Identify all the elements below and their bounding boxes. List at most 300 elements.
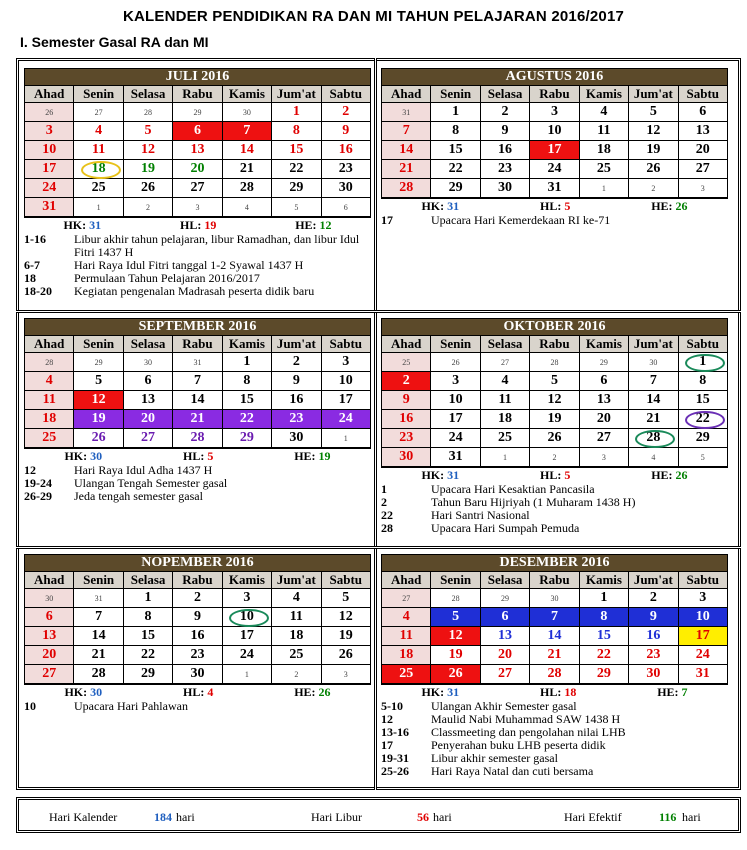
day-number: 7	[402, 123, 410, 138]
hl-stat	[180, 218, 216, 232]
he-value: 12	[319, 218, 332, 232]
note-date: 19-24	[24, 476, 52, 490]
day-number: 30	[338, 180, 353, 195]
he-value: 19	[318, 449, 331, 463]
note-date: 1-16	[24, 232, 46, 246]
day-number: 21	[239, 161, 254, 176]
day-number: 27	[141, 430, 156, 445]
note-date: 6-7	[24, 258, 40, 272]
day-number: 8	[144, 609, 152, 624]
day-number: 27	[498, 666, 513, 681]
day-number: 27	[501, 357, 510, 367]
day-cell	[678, 448, 727, 467]
day-number: 10	[338, 373, 353, 388]
note-item	[24, 285, 371, 298]
note-text: Upacara Hari Pahlawan	[74, 699, 188, 713]
day-cell	[382, 410, 431, 429]
week-row	[382, 391, 728, 410]
hk-stat	[63, 218, 101, 232]
day-number: 17	[338, 392, 353, 407]
day-number: 11	[289, 609, 303, 624]
day-header: Kamis	[579, 336, 628, 353]
efektif-unit: hari	[682, 810, 701, 824]
note-text: Hari Raya Natal dan cuti bersama	[431, 764, 594, 778]
day-number: 2	[342, 104, 350, 119]
day-cell	[530, 448, 579, 467]
day-header: Senin	[431, 572, 480, 589]
he-stat	[651, 468, 687, 482]
libur-value: 56	[417, 810, 429, 824]
day-header: Jum'at	[272, 572, 321, 589]
day-cell	[382, 429, 431, 448]
day-header: Selasa	[123, 572, 172, 589]
month-table	[381, 318, 728, 467]
day-cell	[173, 372, 222, 391]
hk-value: 31	[447, 468, 460, 482]
day-header: Senin	[74, 336, 123, 353]
month-name: NOPEMBER 2016	[25, 555, 371, 572]
day-number: 21	[399, 161, 414, 176]
day-number: 24	[239, 647, 254, 662]
day-number: 6	[501, 609, 509, 624]
day-cell	[431, 589, 480, 608]
day-number: 4	[600, 104, 608, 119]
week-row	[382, 627, 728, 646]
day-number: 13	[498, 628, 513, 643]
day-number: 23	[338, 161, 353, 176]
day-number: 3	[243, 590, 251, 605]
day-cell	[629, 103, 678, 122]
day-cell	[629, 391, 678, 410]
day-cell	[382, 179, 431, 198]
day-number: 17	[239, 628, 254, 643]
day-cell	[431, 391, 480, 410]
efektif-value: 116	[659, 810, 677, 824]
day-header: Jum'at	[272, 336, 321, 353]
day-cell	[678, 665, 727, 684]
day-number: 28	[451, 593, 460, 603]
month-stats	[24, 217, 371, 232]
day-cell	[25, 103, 74, 122]
month-stats	[381, 467, 728, 482]
day-number: 5	[144, 123, 152, 138]
day-number: 8	[292, 123, 300, 138]
day-number: 18	[91, 161, 106, 176]
day-cell	[123, 589, 172, 608]
day-cell	[222, 410, 271, 429]
note-date: 25-26	[381, 764, 409, 778]
day-cell	[629, 353, 678, 372]
day-cell	[579, 429, 628, 448]
week-row	[382, 160, 728, 179]
hk-value: 30	[90, 685, 103, 699]
day-cell	[25, 391, 74, 410]
day-cell	[173, 646, 222, 665]
day-number: 19	[448, 647, 463, 662]
week-row	[382, 122, 728, 141]
day-cell	[25, 429, 74, 448]
he-label: HE:	[657, 685, 679, 699]
week-row	[382, 589, 728, 608]
note-date: 12	[381, 712, 393, 726]
day-cell	[321, 627, 370, 646]
section-title: I. Semester Gasal RA dan MI	[20, 34, 209, 50]
hk-label: HK:	[421, 468, 445, 482]
day-number: 1	[96, 202, 101, 212]
note-text: Maulid Nabi Muhammad SAW 1438 H	[431, 712, 621, 726]
week-row	[382, 429, 728, 448]
day-number: 5	[342, 590, 350, 605]
he-label: HE:	[295, 218, 317, 232]
day-number: 29	[141, 666, 156, 681]
hl-value: 5	[564, 199, 571, 213]
he-value: 26	[318, 685, 331, 699]
day-number: 28	[239, 180, 254, 195]
day-number: 10	[448, 392, 463, 407]
day-cell	[480, 353, 529, 372]
day-number: 28	[399, 180, 414, 195]
day-number: 27	[695, 161, 710, 176]
day-cell	[431, 353, 480, 372]
day-cell	[173, 429, 222, 448]
he-value: 7	[681, 685, 688, 699]
week-row	[382, 608, 728, 627]
day-number: 22	[695, 411, 710, 426]
day-number: 28	[547, 666, 562, 681]
day-cell	[579, 665, 628, 684]
note-date: 26-29	[24, 489, 52, 503]
day-number: 2	[402, 373, 410, 388]
day-cell	[173, 198, 222, 217]
day-number: 23	[190, 647, 205, 662]
summary-footer	[16, 797, 741, 833]
day-number: 1	[292, 104, 300, 119]
day-header: Ahad	[382, 336, 431, 353]
day-number: 26	[646, 161, 661, 176]
day-number: 3	[601, 452, 606, 462]
day-number: 24	[338, 411, 353, 426]
day-number: 1	[699, 354, 707, 369]
day-number: 23	[289, 411, 304, 426]
week-row	[25, 198, 371, 217]
day-cell	[272, 429, 321, 448]
day-number: 15	[289, 142, 304, 157]
day-header: Rabu	[173, 336, 222, 353]
day-cell	[123, 103, 172, 122]
day-number: 20	[695, 142, 710, 157]
day-number: 28	[190, 430, 205, 445]
day-number: 4	[45, 373, 53, 388]
day-number: 11	[42, 392, 56, 407]
day-cell	[173, 410, 222, 429]
he-value: 26	[675, 468, 688, 482]
day-cell	[25, 372, 74, 391]
day-cell	[530, 410, 579, 429]
day-number: 29	[599, 357, 608, 367]
day-number: 7	[95, 609, 103, 624]
day-cell	[678, 589, 727, 608]
day-number: 12	[91, 392, 106, 407]
day-cell	[321, 372, 370, 391]
day-header: Ahad	[382, 86, 431, 103]
month-stats	[381, 684, 728, 699]
day-cell	[272, 141, 321, 160]
month-notes	[24, 700, 371, 713]
day-number: 22	[448, 161, 463, 176]
day-cell	[579, 627, 628, 646]
day-number: 27	[596, 430, 611, 445]
hk-stat	[421, 199, 459, 213]
week-row	[382, 665, 728, 684]
day-number: 9	[501, 123, 509, 138]
day-cell	[222, 122, 271, 141]
day-cell	[74, 646, 123, 665]
day-cell	[222, 589, 271, 608]
day-cell	[382, 608, 431, 627]
day-number: 26	[91, 430, 106, 445]
day-cell	[579, 410, 628, 429]
day-cell	[382, 665, 431, 684]
he-stat	[651, 199, 687, 213]
libur-label: Hari Libur	[311, 810, 362, 824]
note-text: Upacara Hari Kemerdekaan RI ke-71	[431, 213, 611, 227]
day-number: 30	[399, 449, 414, 464]
day-number: 22	[141, 647, 156, 662]
day-cell	[579, 448, 628, 467]
day-number: 25	[498, 430, 513, 445]
day-header: Senin	[431, 86, 480, 103]
day-cell	[25, 410, 74, 429]
day-number: 6	[45, 609, 53, 624]
day-number: 8	[600, 609, 608, 624]
day-number: 14	[399, 142, 414, 157]
hk-label: HK:	[421, 685, 445, 699]
day-number: 23	[399, 430, 414, 445]
note-item	[381, 522, 728, 535]
kalender-value: 184	[154, 810, 172, 824]
day-cell	[123, 646, 172, 665]
week-row	[25, 353, 371, 372]
day-cell	[272, 179, 321, 198]
day-cell	[629, 372, 678, 391]
hk-label: HK:	[64, 685, 88, 699]
day-cell	[321, 410, 370, 429]
month-block-september	[24, 318, 371, 503]
day-number: 7	[193, 373, 201, 388]
day-number: 6	[193, 123, 201, 138]
note-text: Permulaan Tahun Pelajaran 2016/2017	[74, 271, 260, 285]
day-cell	[629, 179, 678, 198]
day-number: 14	[646, 392, 661, 407]
day-cell	[321, 179, 370, 198]
day-number: 4	[651, 452, 656, 462]
day-number: 4	[501, 373, 509, 388]
day-number: 1	[452, 104, 460, 119]
day-number: 19	[646, 142, 661, 157]
day-number: 29	[193, 107, 202, 117]
day-cell	[382, 353, 431, 372]
day-header: Senin	[431, 336, 480, 353]
day-cell	[321, 198, 370, 217]
day-number: 29	[596, 666, 611, 681]
day-cell	[530, 103, 579, 122]
day-cell	[123, 141, 172, 160]
day-cell	[629, 627, 678, 646]
day-header: Sabtu	[321, 86, 370, 103]
day-cell	[272, 198, 321, 217]
day-cell	[678, 627, 727, 646]
note-date: 19-31	[381, 751, 409, 765]
month-name: AGUSTUS 2016	[382, 69, 728, 86]
week-row	[25, 646, 371, 665]
day-number: 11	[597, 123, 611, 138]
day-number: 13	[695, 123, 710, 138]
day-number: 28	[646, 430, 661, 445]
day-number: 25	[399, 666, 414, 681]
day-number: 4	[244, 202, 249, 212]
hl-stat	[183, 685, 213, 699]
week-row	[25, 608, 371, 627]
day-cell	[74, 122, 123, 141]
day-number: 18	[399, 647, 414, 662]
day-cell	[629, 122, 678, 141]
day-number: 21	[190, 411, 205, 426]
hk-stat	[64, 685, 102, 699]
day-number: 19	[91, 411, 106, 426]
day-cell	[222, 429, 271, 448]
week-row	[382, 372, 728, 391]
hl-stat	[540, 199, 570, 213]
day-number: 4	[95, 123, 103, 138]
day-cell	[173, 665, 222, 684]
month-table	[381, 554, 728, 684]
day-number: 29	[448, 180, 463, 195]
day-cell	[431, 372, 480, 391]
note-date: 18	[24, 271, 36, 285]
day-number: 15	[448, 142, 463, 157]
day-cell	[579, 160, 628, 179]
day-header: Ahad	[382, 572, 431, 589]
day-cell	[530, 608, 579, 627]
day-cell	[530, 141, 579, 160]
month-notes	[381, 214, 728, 227]
day-cell	[382, 160, 431, 179]
day-number: 10	[239, 609, 254, 624]
day-cell	[272, 646, 321, 665]
day-number: 10	[547, 123, 562, 138]
day-cell	[222, 353, 271, 372]
day-number: 20	[190, 161, 205, 176]
day-header: Kamis	[579, 86, 628, 103]
day-number: 6	[699, 104, 707, 119]
note-text: Ulangan Akhir Semester gasal	[431, 699, 577, 713]
day-number: 2	[294, 669, 299, 679]
note-date: 10	[24, 699, 36, 713]
day-number: 2	[651, 183, 656, 193]
week-row	[25, 103, 371, 122]
day-cell	[25, 179, 74, 198]
day-cell	[272, 122, 321, 141]
day-number: 25	[596, 161, 611, 176]
month-stats	[24, 448, 371, 463]
day-number: 5	[95, 373, 103, 388]
day-header: Selasa	[480, 86, 529, 103]
day-cell	[222, 160, 271, 179]
day-number: 24	[547, 161, 562, 176]
day-cell	[74, 608, 123, 627]
day-number: 26	[141, 180, 156, 195]
day-header: Rabu	[173, 572, 222, 589]
horizontal-divider	[16, 310, 741, 313]
month-table	[24, 554, 371, 684]
day-cell	[173, 608, 222, 627]
day-cell	[222, 179, 271, 198]
day-header: Kamis	[222, 572, 271, 589]
he-stat	[294, 449, 330, 463]
day-number: 6	[343, 202, 348, 212]
day-cell	[272, 160, 321, 179]
hl-value: 18	[564, 685, 577, 699]
day-cell	[382, 627, 431, 646]
day-cell	[222, 627, 271, 646]
day-cell	[382, 122, 431, 141]
day-cell	[480, 160, 529, 179]
day-number: 27	[402, 593, 411, 603]
hk-label: HK:	[64, 449, 88, 463]
day-number: 2	[501, 104, 509, 119]
day-cell	[25, 646, 74, 665]
month-stats	[24, 684, 371, 699]
day-number: 19	[338, 628, 353, 643]
note-date: 12	[24, 463, 36, 477]
day-cell	[123, 160, 172, 179]
day-cell	[678, 179, 727, 198]
day-number: 2	[146, 202, 151, 212]
day-number: 3	[452, 373, 460, 388]
month-table	[24, 68, 371, 217]
day-cell	[530, 665, 579, 684]
day-cell	[25, 665, 74, 684]
day-cell	[431, 141, 480, 160]
week-row	[25, 429, 371, 448]
note-item	[24, 700, 371, 713]
day-number: 27	[42, 666, 57, 681]
day-number: 5	[452, 609, 460, 624]
day-cell	[123, 429, 172, 448]
day-cell	[480, 589, 529, 608]
day-number: 31	[193, 357, 202, 367]
day-number: 24	[42, 180, 57, 195]
vertical-divider	[374, 58, 377, 790]
day-cell	[530, 122, 579, 141]
day-number: 16	[190, 628, 205, 643]
day-cell	[321, 353, 370, 372]
day-number: 9	[402, 392, 410, 407]
day-header: Kamis	[579, 572, 628, 589]
day-header: Selasa	[480, 336, 529, 353]
day-cell	[382, 589, 431, 608]
day-number: 23	[646, 647, 661, 662]
day-cell	[74, 198, 123, 217]
note-text: Libur akhir semester gasal	[431, 751, 558, 765]
note-date: 17	[381, 738, 393, 752]
week-row	[25, 627, 371, 646]
day-number: 16	[646, 628, 661, 643]
note-text: Kegiatan pengenalan Madrasah peserta didik baru	[74, 284, 315, 298]
note-date: 28	[381, 521, 393, 535]
day-cell	[74, 179, 123, 198]
day-cell	[272, 391, 321, 410]
